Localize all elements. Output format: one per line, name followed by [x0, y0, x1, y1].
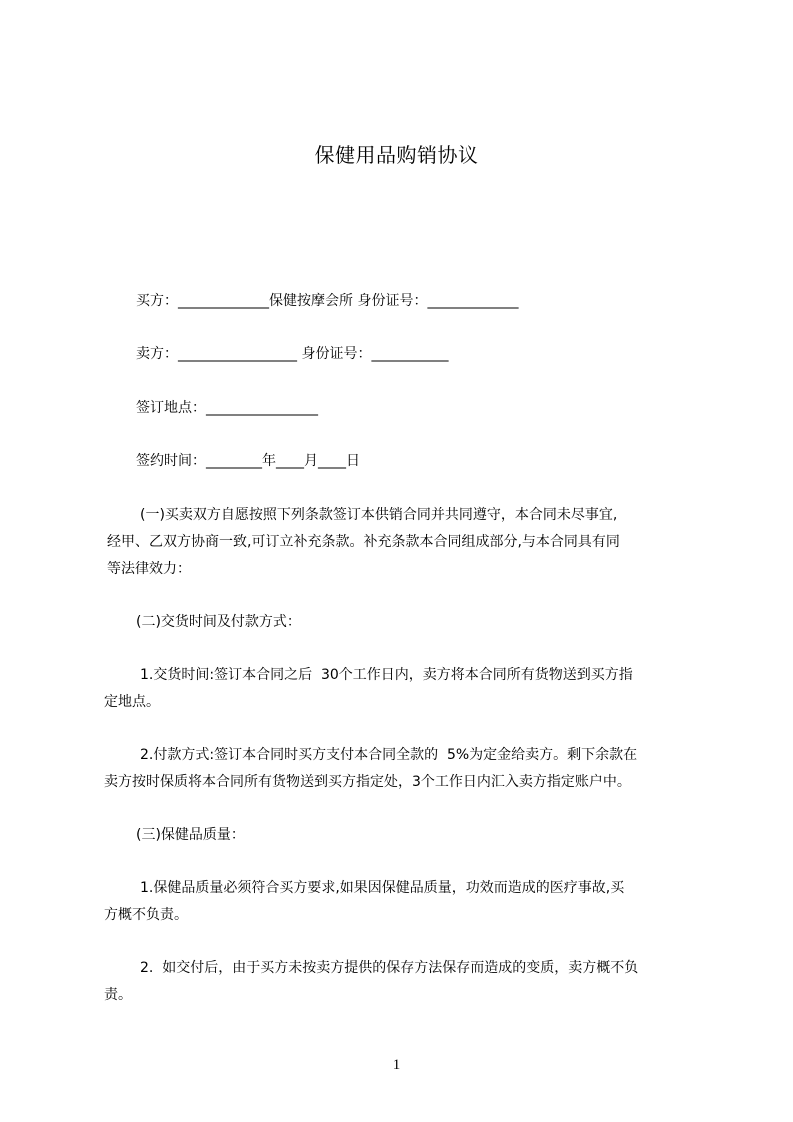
clause-2-item-1-line-1: 1.交货时间:签订本合同之后 30个工作日内，卖方将本合同所有货物送到买方指: [140, 667, 633, 683]
seller-field-line: 卖方：_________________ 身份证号：___________: [136, 346, 449, 362]
clause-2-item-2-line-1: 2.付款方式:签订本合同时买方支付本合同全款的 5%为定金给卖方。剩下余款在: [140, 747, 638, 763]
clause-3-item-1-line-2: 方概不负责。: [104, 907, 188, 923]
document-title: 保健用品购销协议: [314, 143, 479, 167]
signing-place-line: 签订地点：________________: [136, 400, 318, 416]
buyer-field-line: 买方：_____________保健按摩会所 身份证号：_____________: [136, 293, 519, 309]
clause-3-item-2-line-1: 2. 如交付后，由于买方未按卖方提供的保存方法保存而造成的变质，卖方概不负: [140, 960, 639, 976]
signing-date-line: 签约时间：________年____月____日: [136, 453, 360, 469]
clause-1-line-3: 等法律效力：: [107, 561, 191, 577]
clause-3-item-2-line-2: 责。: [104, 987, 132, 1003]
clause-2-item-2-line-2: 卖方按时保质将本合同所有货物送到买方指定处，3个工作日内汇入卖方指定账户中。: [104, 774, 631, 790]
clause-1-line-2: 经甲、乙双方协商一致,可订立补充条款。补充条款本合同组成部分,与本合同具有同: [107, 534, 620, 550]
clause-2-heading: (二)交货时间及付款方式：: [136, 614, 301, 630]
clause-1-line-1: (一)买卖双方自愿按照下列条款签订本供销合同并共同遵守，本合同未尽事宜,: [140, 507, 618, 523]
page-number: 1: [392, 1057, 401, 1073]
clause-3-item-1-line-1: 1.保健品质量必须符合买方要求,如果因保健品质量，功效而造成的医疗事故,买: [140, 880, 625, 896]
clause-3-heading: (三)保健品质量：: [136, 827, 245, 843]
clause-2-item-1-line-2: 定地点。: [104, 694, 160, 710]
